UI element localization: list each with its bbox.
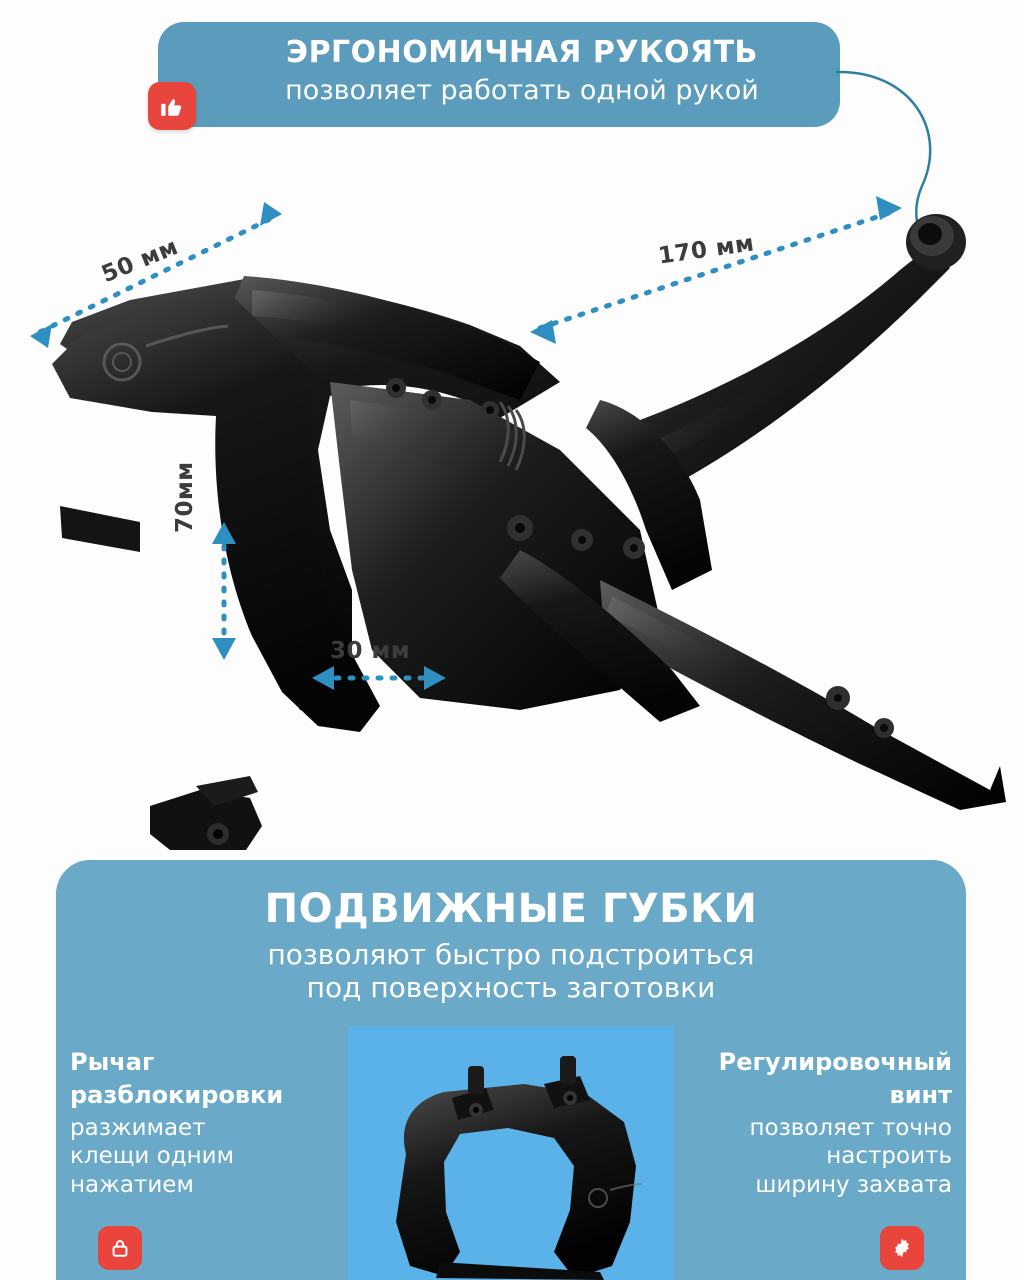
bottom-panel [56, 860, 966, 1280]
feature-adjusting-screw [708, 1048, 952, 1200]
feature-release-lever [70, 1048, 314, 1200]
dimension-label-tool-length: 170 мм [656, 230, 756, 270]
feature-release-lever-heading-line2: разблокировки [70, 1080, 284, 1109]
top-banner-title: ЭРГОНОМИЧНАЯ РУКОЯТЬ [286, 35, 758, 70]
dimension-label-jaw-depth: 50 мм [98, 233, 183, 289]
feature-adjusting-screw-heading-line2: винт [889, 1080, 952, 1109]
bottom-panel-subtitle-line2: под поверхность заготовки [306, 971, 716, 1005]
bottom-panel-product-image [348, 1026, 674, 1280]
feature-adjusting-screw-text-line1: позволяет точно [749, 1114, 952, 1141]
lock-icon [98, 1226, 142, 1270]
feature-adjusting-screw-heading-line1: Регулировочный [718, 1048, 952, 1076]
feature-release-lever-text-line2: клещи одним [70, 1143, 234, 1170]
top-banner-subtitle: позволяет работать одной рукой [285, 74, 759, 106]
dimension-label-throat-height: 70мм [172, 461, 198, 533]
feature-release-lever-heading-line1: Рычаг [70, 1048, 155, 1076]
bottom-panel-subtitle-line1: позволяют быстро подстроиться [267, 938, 755, 971]
feature-adjusting-screw-text-line3: ширину захвата [755, 1172, 952, 1199]
bottom-panel-title: ПОДВИЖНЫЕ ГУБКИ [264, 886, 758, 932]
dimension-label-jaw-opening: 30 мм [330, 638, 411, 664]
gear-icon [880, 1226, 924, 1270]
feature-release-lever-text-line3: нажатием [70, 1172, 194, 1199]
feature-adjusting-screw-text-line2: настроить [826, 1143, 952, 1170]
top-banner [158, 22, 840, 127]
thumbs-up-icon [148, 82, 196, 130]
feature-release-lever-text-line1: разжимает [70, 1114, 206, 1141]
